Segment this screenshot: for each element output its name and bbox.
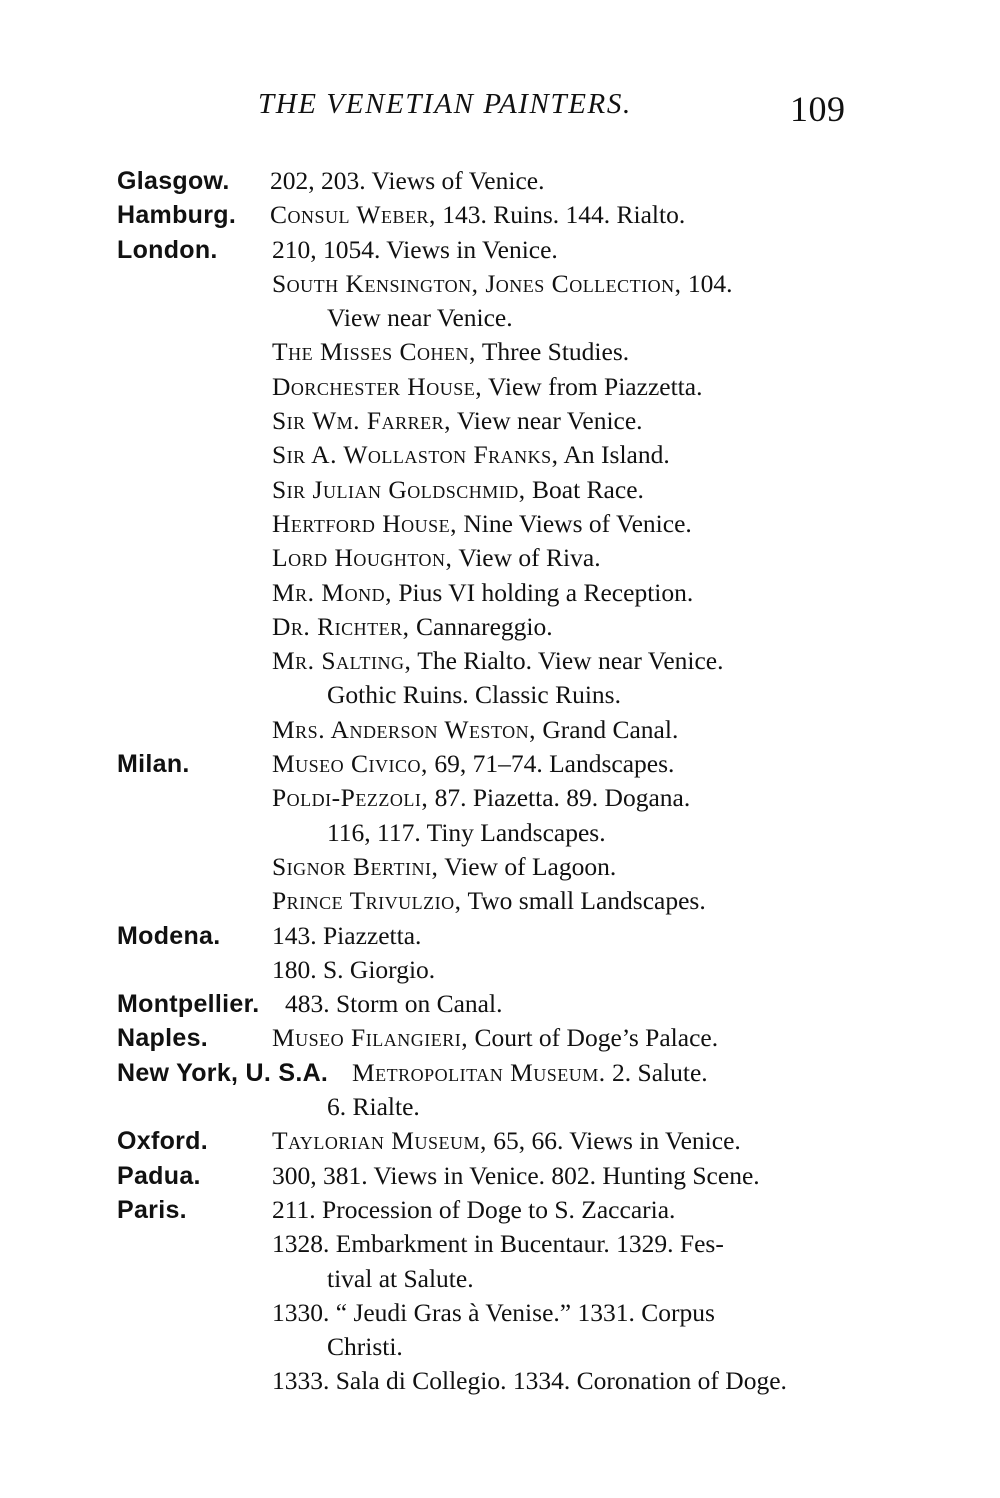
entry-detail: tival at Salute. xyxy=(327,1263,474,1293)
entry-text xyxy=(272,1296,715,1330)
entry-text xyxy=(272,1124,741,1158)
collection-name: Mrs. Anderson Weston, xyxy=(272,714,536,744)
collection-name: Prince Trivulzio, xyxy=(272,886,462,916)
entry-text xyxy=(272,644,724,678)
entry-line xyxy=(0,1296,1000,1330)
entry-text xyxy=(272,1021,718,1055)
entry-detail: Two small Landscapes. xyxy=(461,886,706,916)
entry-line xyxy=(0,987,1000,1021)
entry-detail: View of Riva. xyxy=(452,543,601,573)
entry-text xyxy=(272,404,643,438)
collection-name: Museo Civico, xyxy=(272,749,428,779)
entry-line xyxy=(0,198,1000,232)
entry-detail: 87. Piazetta. 89. Dogana. xyxy=(428,783,691,813)
entry-detail: 2. Salute. xyxy=(605,1057,708,1087)
entry-line xyxy=(0,850,1000,884)
entry-detail: 1330. “ Jeudi Gras à Venise.” 1331. Corpus xyxy=(272,1297,715,1327)
collection-name: Metropolitan Museum. xyxy=(352,1057,606,1087)
entry-detail: 6. Rialte. xyxy=(327,1092,420,1122)
entry-line xyxy=(0,267,1000,301)
collection-name: Museo Filangieri, xyxy=(272,1023,469,1053)
entry-line xyxy=(0,1056,1000,1090)
entry-text xyxy=(272,747,674,781)
collection-name: Taylorian Museum, xyxy=(272,1126,487,1156)
collection-name: South Kensington, Jones Collection, xyxy=(272,268,682,298)
running-head xyxy=(0,88,1000,138)
entry-detail: 143. Ruins. 144. Rialto. xyxy=(435,200,686,230)
entry-line xyxy=(0,1159,1000,1193)
entry-line xyxy=(0,644,1000,678)
entry-detail: 483. Storm on Canal. xyxy=(285,989,503,1019)
entry-text xyxy=(272,1159,760,1193)
entry-line xyxy=(0,610,1000,644)
page-number: 109 xyxy=(790,89,846,129)
entry-text xyxy=(272,576,693,610)
entry-text xyxy=(270,198,685,232)
entry-continuation xyxy=(327,1090,420,1124)
entry-detail: Court of Doge’s Palace. xyxy=(468,1023,719,1053)
entry-text xyxy=(272,233,558,267)
entry-detail: Nine Views of Venice. xyxy=(457,508,692,538)
entry-detail: 104. xyxy=(681,268,733,298)
entry-text xyxy=(272,438,670,472)
entry-detail: 1333. Sala di Collegio. 1334. Coronation of Doge. xyxy=(272,1366,787,1396)
entry-text xyxy=(272,1364,787,1398)
entry-continuation xyxy=(327,1330,403,1364)
entry-line xyxy=(0,1227,1000,1261)
city-name: Montpellier. xyxy=(117,990,260,1019)
entry-line xyxy=(0,576,1000,610)
entry-detail: Christi. xyxy=(327,1332,403,1362)
entry-line xyxy=(0,164,1000,198)
entry-text xyxy=(270,164,544,198)
entry-line xyxy=(0,1262,1000,1296)
entry-detail: Cannareggio. xyxy=(409,611,553,641)
entry-detail: 202, 203. Views of Venice. xyxy=(270,166,545,195)
entry-line xyxy=(0,781,1000,815)
entry-line xyxy=(0,541,1000,575)
entry-detail: 116, 117. Tiny Landscapes. xyxy=(327,817,606,847)
entry-line xyxy=(0,438,1000,472)
entry-text xyxy=(272,781,690,815)
entry-line xyxy=(0,1124,1000,1158)
entry-detail: 69, 71–74. Landscapes. xyxy=(427,749,675,779)
entry-continuation xyxy=(327,678,621,712)
entry-line xyxy=(0,370,1000,404)
entries-list xyxy=(0,164,1000,1399)
entry-detail: Grand Canal. xyxy=(536,714,679,744)
entry-text xyxy=(272,370,702,404)
entry-text xyxy=(272,850,616,884)
collection-name: Sir A. Wollaston Franks, xyxy=(272,440,559,470)
collection-name: Poldi-Pezzoli, xyxy=(272,783,429,813)
entry-detail: 1328. Embarkment in Bucentaur. 1329. Fes- xyxy=(272,1229,724,1259)
entry-detail: 300, 381. Views in Venice. 802. Hunting Scene. xyxy=(272,1160,760,1190)
entry-text xyxy=(272,919,421,953)
city-name: Naples. xyxy=(117,1024,209,1053)
entry-line xyxy=(0,1330,1000,1364)
collection-name: Mr. Mond, xyxy=(272,577,392,607)
entry-text xyxy=(285,987,502,1021)
entry-detail: Three Studies. xyxy=(475,337,630,367)
collection-name: Consul Weber, xyxy=(270,200,436,230)
entry-detail: The Rialto. View near Venice. xyxy=(411,646,724,676)
entry-line xyxy=(0,233,1000,267)
collection-name: Hertford House, xyxy=(272,508,458,538)
entry-detail: View near Venice. xyxy=(327,303,513,333)
entry-text xyxy=(272,541,601,575)
collection-name: Lord Houghton, xyxy=(272,543,453,573)
entry-detail: 143. Piazzetta. xyxy=(272,920,422,950)
city-name: Glasgow. xyxy=(117,167,230,195)
entry-line xyxy=(0,1090,1000,1124)
entry-detail: View from Piazzetta. xyxy=(482,371,703,401)
city-name: Padua. xyxy=(117,1161,201,1190)
entry-line xyxy=(0,335,1000,369)
entry-line xyxy=(0,713,1000,747)
city-name: London. xyxy=(117,235,218,264)
entry-line xyxy=(0,747,1000,781)
entry-text xyxy=(272,1227,724,1261)
entry-detail: 180. S. Giorgio. xyxy=(272,954,436,984)
city-name: Hamburg. xyxy=(117,201,237,230)
entry-text xyxy=(272,473,644,507)
entry-line xyxy=(0,678,1000,712)
entry-line xyxy=(0,1193,1000,1227)
entry-continuation xyxy=(327,1262,474,1296)
entry-line xyxy=(0,953,1000,987)
city-name: Milan. xyxy=(117,750,190,779)
entry-detail: An Island. xyxy=(558,440,670,470)
entry-detail: Gothic Ruins. Classic Ruins. xyxy=(327,680,621,710)
entry-text xyxy=(272,610,553,644)
collection-name: The Misses Cohen, xyxy=(272,337,476,367)
entry-detail: 211. Procession of Doge to S. Zaccaria. xyxy=(272,1194,676,1224)
entry-detail: Boat Race. xyxy=(525,474,644,504)
entry-text xyxy=(272,884,706,918)
entry-line xyxy=(0,473,1000,507)
entry-text xyxy=(272,507,692,541)
entry-line xyxy=(0,1364,1000,1398)
collection-name: Mr. Salting, xyxy=(272,646,412,676)
entry-detail: View of Lagoon. xyxy=(438,851,617,881)
city-name: Modena. xyxy=(117,921,221,950)
collection-name: Dorchester House, xyxy=(272,371,483,401)
collection-name: Sir Julian Goldschmid, xyxy=(272,474,526,504)
entry-continuation xyxy=(327,816,606,850)
entry-line xyxy=(0,884,1000,918)
entry-detail: Pius VI holding a Reception. xyxy=(391,577,694,607)
city-name: Paris. xyxy=(117,1195,187,1224)
running-title: THE VENETIAN PAINTERS. xyxy=(258,88,632,120)
entry-detail: View near Venice. xyxy=(451,406,643,436)
entry-text xyxy=(272,335,629,369)
collection-name: Dr. Richter, xyxy=(272,611,410,641)
entry-line xyxy=(0,301,1000,335)
entry-line xyxy=(0,816,1000,850)
entry-line xyxy=(0,1021,1000,1055)
entry-detail: 65, 66. Views in Venice. xyxy=(486,1126,741,1156)
entry-text xyxy=(272,713,678,747)
entry-line xyxy=(0,507,1000,541)
city-name: Oxford. xyxy=(117,1127,208,1156)
entry-text xyxy=(352,1056,708,1090)
entry-continuation xyxy=(327,301,513,335)
collection-name: Sir Wm. Farrer, xyxy=(272,406,451,436)
entry-line xyxy=(0,919,1000,953)
entry-text xyxy=(272,267,733,301)
entry-text xyxy=(272,953,435,987)
collection-name: Signor Bertini, xyxy=(272,851,439,881)
city-name: New York, U. S.A. xyxy=(117,1058,329,1087)
entry-detail: 210, 1054. Views in Venice. xyxy=(272,234,558,264)
entry-line xyxy=(0,404,1000,438)
entry-text xyxy=(272,1193,675,1227)
